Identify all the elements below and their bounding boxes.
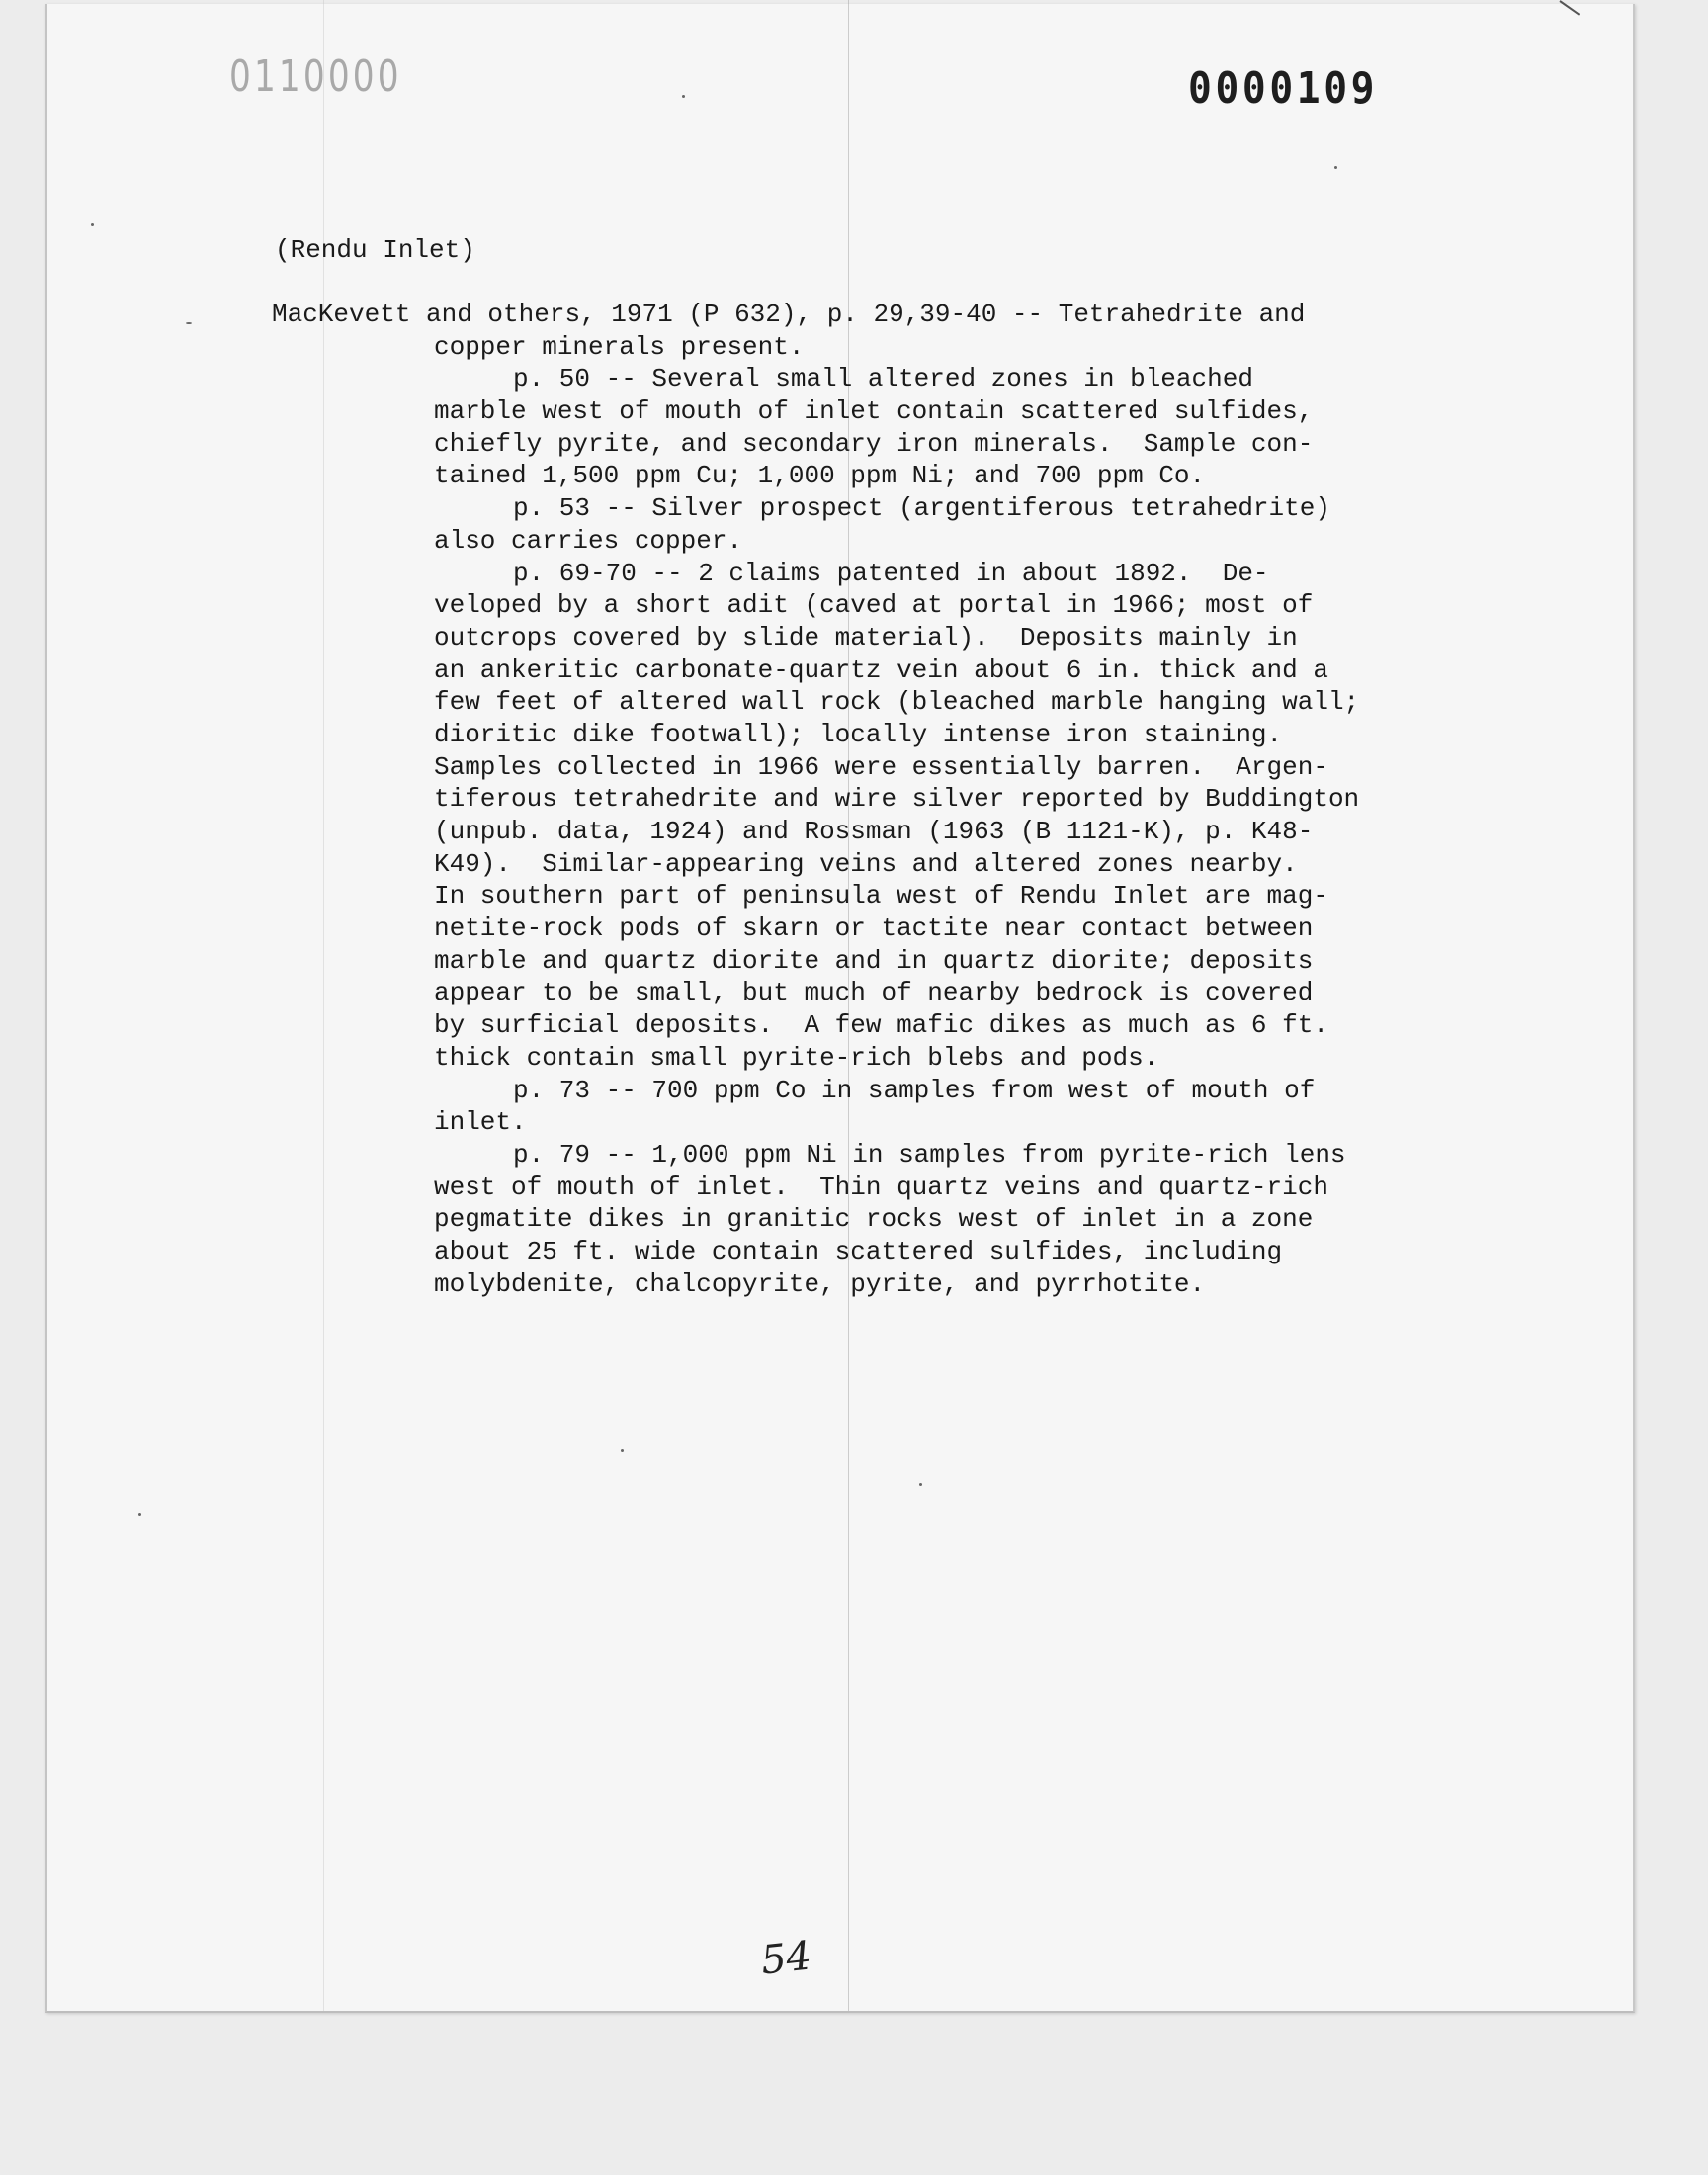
text-line: copper minerals present.	[434, 331, 805, 362]
text-line: also carries copper.	[434, 525, 743, 556]
text-line: few feet of altered wall rock (bleached marble hanging wall;	[434, 687, 1360, 718]
text-line: Samples collected in 1966 were essentially barren. Argen-	[434, 751, 1328, 782]
text-line: by surficial deposits. A few mafic dikes as much as 6 ft.	[434, 1010, 1328, 1041]
scan-speck	[138, 1513, 141, 1516]
scan-speck	[682, 95, 685, 98]
text-line: In southern part of peninsula west of Rendu Inlet are mag-	[434, 881, 1328, 912]
text-line: dioritic dike footwall); locally intense iron staining.	[434, 719, 1283, 749]
text-line: marble west of mouth of inlet contain scattered sulfides,	[434, 396, 1314, 427]
text-line: about 25 ft. wide contain scattered sulfides, including	[434, 1236, 1283, 1266]
text-line: p. 53 -- Silver prospect (argentiferous tetrahedrite)	[513, 493, 1330, 524]
text-line: molybdenite, chalcopyrite, pyrite, and pyrrhotite.	[434, 1268, 1206, 1299]
scan-speck	[186, 322, 192, 324]
text-line: appear to be small, but much of nearby bedrock is covered	[434, 978, 1314, 1008]
text-line: tained 1,500 ppm Cu; 1,000 ppm Ni; and 700 ppm Co.	[434, 461, 1206, 491]
text-line: inlet.	[434, 1107, 527, 1138]
text-line: chiefly pyrite, and secondary iron minerals. Sample con-	[434, 428, 1314, 459]
scan-speck	[621, 1449, 624, 1452]
text-line: an ankeritic carbonate-quartz vein about 6 in. thick and a	[434, 654, 1328, 685]
text-line: (unpub. data, 1924) and Rossman (1963 (B 1121-K), p. K48-	[434, 817, 1314, 846]
text-line: marble and quartz diorite and in quartz diorite; deposits	[434, 945, 1314, 976]
document-stamp-number: 0000109	[1188, 63, 1379, 114]
text-line: netite-rock pods of skarn or tactite near contact between	[434, 914, 1314, 944]
reference-body-text	[272, 299, 1359, 1300]
text-line: MacKevett and others, 1971 (P 632), p. 29,39-40 -- Tetrahedrite and	[272, 300, 1306, 329]
scan-speck	[919, 1483, 922, 1486]
text-line: p. 79 -- 1,000 ppm Ni in samples from pyrite-rich lens	[513, 1139, 1346, 1170]
text-line: p. 73 -- 700 ppm Co in samples from west of mouth of	[513, 1075, 1316, 1105]
text-line: thick contain small pyrite-rich blebs and pods.	[434, 1042, 1159, 1073]
text-line: west of mouth of inlet. Thin quartz veins and quartz-rich	[434, 1172, 1328, 1202]
scan-speck	[1334, 166, 1337, 169]
faded-stamp-number: 0110000	[229, 51, 402, 102]
handwritten-page-number: 54	[758, 1933, 814, 1984]
text-line: outcrops covered by slide material). Deposits mainly in	[434, 622, 1298, 652]
text-line: veloped by a short adit (caved at portal in 1966; most of	[434, 590, 1314, 621]
text-line: p. 50 -- Several small altered zones in bleached	[513, 364, 1253, 394]
text-line: K49). Similar-appearing veins and altered zones nearby.	[434, 848, 1298, 879]
text-line: pegmatite dikes in granitic rocks west of inlet in a zone	[434, 1204, 1314, 1235]
location-heading: (Rendu Inlet)	[275, 235, 475, 265]
text-line: p. 69-70 -- 2 claims patented in about 1892. De-	[513, 558, 1269, 588]
scan-speck	[91, 223, 94, 226]
text-line: tiferous tetrahedrite and wire silver reported by Buddington	[434, 784, 1360, 815]
